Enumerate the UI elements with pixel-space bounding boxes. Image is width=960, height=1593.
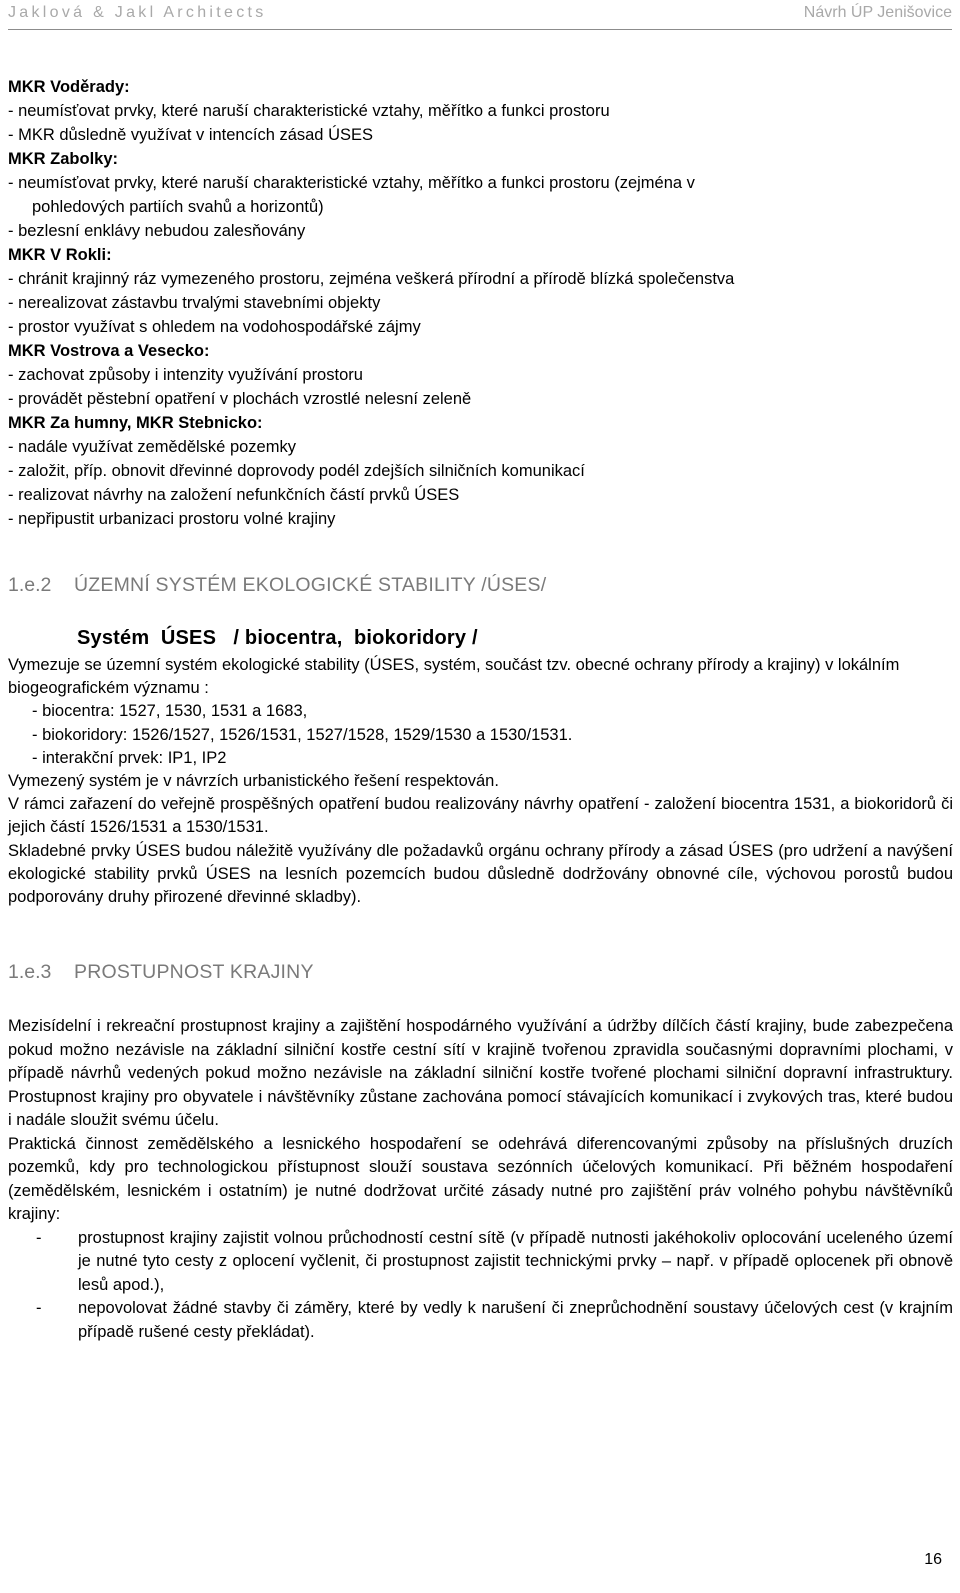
prostupnost-body [8, 1015, 953, 1344]
header-document-title: Návrh ÚP Jenišovice [803, 4, 952, 21]
section-number: 1.e.3 [8, 961, 52, 983]
header-rule [8, 29, 952, 30]
list-item: - nadále využívat zemědělské pozemky [8, 438, 296, 456]
list-item: - biocentra: 1527, 1530, 1531 a 1683, [32, 702, 308, 721]
list-item [8, 1297, 953, 1344]
header-firm-name: Jaklová & Jakl Architects [8, 4, 267, 21]
mkr-voderady [8, 75, 953, 147]
mkr-zabolky [8, 147, 953, 243]
paragraph: Skladebné prvky ÚSES budou náležitě využívány dle požadavků orgánu ochrany přírody a zásad ÚSES (pro udržení a navýšení ekologické stability prvků ÚSES na lesních pozemcích budou důsledně dodržovány obnovné cíle, výchovou porostů budou podporovány druhy přirozené dřevinné skladby). [8, 841, 953, 907]
paragraph: Vymezený systém je v návrzích urbanistického řešení respektován. [8, 772, 499, 791]
mkr-section [8, 75, 953, 531]
paragraph: Vymezuje se územní systém ekologické stability (ÚSES, systém, součást tzv. obecné ochrany přírody a krajiny) v lokálním biogeografickém významu : [8, 656, 900, 698]
mkr-heading: MKR Vostrova a Vesecko: [8, 342, 210, 360]
section-heading-prostupnost [8, 961, 314, 984]
mkr-v-rokli [8, 243, 953, 339]
list-item: - realizovat návrhy na založení nefunkčních částí prvků ÚSES [8, 486, 460, 504]
list-item-continuation: pohledových partiích svahů a horizontů) [32, 198, 324, 216]
bullet-dash: - [36, 1299, 42, 1317]
section-title: PROSTUPNOST KRAJINY [74, 961, 314, 983]
list-item: - neumísťovat prvky, které naruší charakteristické vztahy, měřítko a funkci prostoru (zejména v [8, 174, 695, 192]
paragraph: Praktická činnost zemědělského a lesnického hospodaření se odehrává diferencovanými způsoby na příslušných druzích pozemků, kdy pro technologickou přístupnost slouží soustava sezónních účelových komunikací. Při běžném hospodaření (zemědělském, lesnickém i ostatním) je nutné dodržovat určité zásady nutné pro zajištění práv volného pohybu návštěvníků krajiny: [8, 1134, 953, 1223]
list-item: - založit, příp. obnovit dřevinné doprovody podél zdejších silničních komunikací [8, 462, 585, 480]
uses-element-list [8, 700, 953, 770]
paragraph: Mezisídelní i rekreační prostupnost krajiny a zajištění hospodárného využívání a údržby dílčích částí krajiny, bude zabezpečena pokud možno nezávisle na základní silniční kostře cestní sítí v krajině tvořenou zpravidla současnými dopravními plochami, v případě návrhů vedených pokud možno nezávisle na základní silniční kostře tvořené plochami silniční dopravní infrastruktury. Prostupnost krajiny pro obyvatele i návštěvníky zůstane zachována pomocí stávajících komunikací i zvykových tras, které budou i nadále sloužit svému účelu. [8, 1017, 953, 1129]
section-number: 1.e.2 [8, 574, 52, 596]
list-item: - zachovat způsoby i intenzity využívání prostoru [8, 366, 363, 384]
section-title: ÚZEMNÍ SYSTÉM EKOLOGICKÉ STABILITY /ÚSES/ [74, 574, 547, 596]
list-item: - provádět pěstební opatření v plochách vzrostlé nelesní zeleně [8, 390, 472, 408]
bullet-dash: - [36, 1228, 42, 1247]
bullet-text: prostupnost krajiny zajistit volnou průchodností cestní sítě (v případě nutnosti jakéhokoliv oplocování uceleného území je nutné tyto cesty z oplocení vyčlenit, či prostupnost zajistit technickými prvky – např. v případě oplocenek při obnově lesů apod.), [78, 1228, 953, 1294]
list-item: - chránit krajinný ráz vymezeného prostoru, zejména veškerá přírodní a přírodě blízká společenstva [8, 270, 735, 288]
page-header [8, 4, 952, 26]
mkr-heading: MKR Zabolky: [8, 150, 119, 168]
list-item [8, 1227, 953, 1298]
paragraph: V rámci zařazení do veřejně prospěšných opatření budou realizovány návrhy opatření - založení biocentra 1531, a biokoridorů či jejich částí 1526/1531 a 1530/1531. [8, 795, 953, 837]
mkr-heading: MKR Voděrady: [8, 78, 130, 96]
list-item: - biokoridory: 1526/1527, 1526/1531, 1527/1528, 1529/1530 a 1530/1531. [32, 725, 573, 744]
subsection-heading: Systém ÚSES / biocentra, biokoridory / [77, 627, 478, 649]
list-item: - interakční prvek: IP1, IP2 [32, 748, 227, 767]
mkr-vostrova-vesecko [8, 339, 953, 411]
mkr-za-humny-stebnicko [8, 411, 953, 531]
uses-body [8, 654, 953, 909]
list-item: - nepřipustit urbanizaci prostoru volné krajiny [8, 510, 336, 528]
mkr-heading: MKR Za humny, MKR Stebnicko: [8, 414, 263, 432]
list-item: - neumísťovat prvky, které naruší charakteristické vztahy, měřítko a funkci prostoru [8, 102, 610, 120]
page-number: 16 [924, 1551, 942, 1568]
list-item: - MKR důsledně využívat v intencích zásad ÚSES [8, 126, 373, 144]
list-item: - nerealizovat zástavbu trvalými stavebními objekty [8, 294, 381, 312]
list-item: - bezlesní enklávy nebudou zalesňovány [8, 222, 306, 240]
list-item: - prostor využívat s ohledem na vodohospodářské zájmy [8, 318, 421, 336]
bullet-text: nepovolovat žádné stavby či záměry, které by vedly k narušení či zneprůchodnění soustavy účelových cest (v krajním případě rušené cesty překládat). [78, 1299, 953, 1341]
section-heading-uses [8, 574, 546, 597]
mkr-heading: MKR V Rokli: [8, 246, 112, 264]
